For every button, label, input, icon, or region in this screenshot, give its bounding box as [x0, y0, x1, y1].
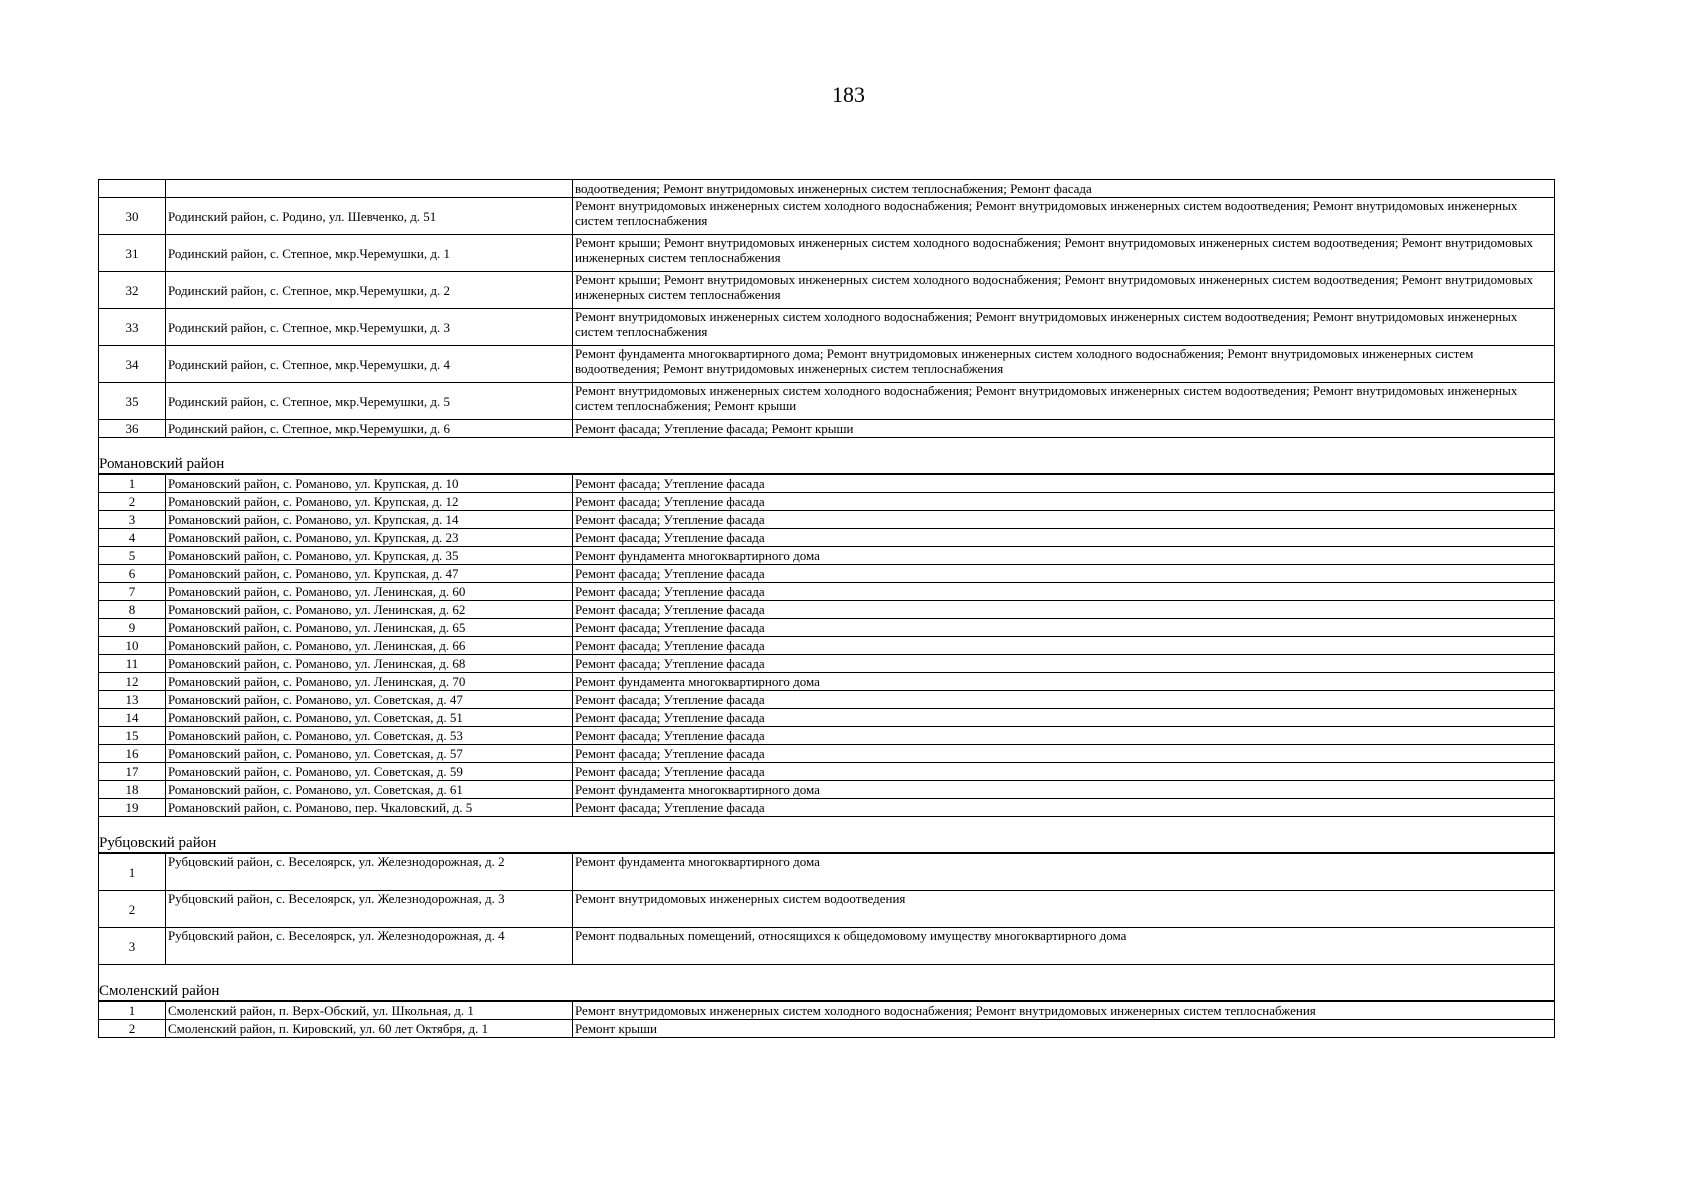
address-cell: Романовский район, с. Романово, ул. Ленинская, д. 62 [166, 601, 573, 619]
address-cell: Романовский район, с. Романово, ул. Ленинская, д. 68 [166, 655, 573, 673]
district-heading-smolensk: Смоленский район [98, 981, 1555, 1001]
table-row [99, 727, 1555, 745]
row-number-cell: 2 [99, 1020, 166, 1038]
page-number: 183 [832, 82, 865, 107]
address-cell: Романовский район, с. Романово, ул. Советская, д. 57 [166, 745, 573, 763]
address-cell: Родинский район, с. Степное, мкр.Черемушки, д. 5 [166, 383, 573, 420]
table-row [99, 1020, 1555, 1038]
work-type-cell: Ремонт фасада; Утепление фасада [573, 691, 1555, 709]
address-cell: Романовский район, с. Романово, ул. Ленинская, д. 66 [166, 637, 573, 655]
row-number-cell: 3 [99, 511, 166, 529]
table-row [99, 619, 1555, 637]
rubtsovsk-table [98, 853, 1555, 965]
address-cell: Романовский район, с. Романово, ул. Советская, д. 47 [166, 691, 573, 709]
table-row [99, 346, 1555, 383]
row-number-cell: 1 [99, 854, 166, 891]
row-number-cell: 33 [99, 309, 166, 346]
row-number-cell: 8 [99, 601, 166, 619]
work-type-cell: Ремонт фундамента многоквартирного дома [573, 854, 1555, 891]
table-row [99, 763, 1555, 781]
romanovo-table [98, 474, 1555, 817]
row-number-cell: 5 [99, 547, 166, 565]
row-number-cell: 14 [99, 709, 166, 727]
row-number-cell: 34 [99, 346, 166, 383]
table-row [99, 420, 1555, 438]
work-type-cell: Ремонт фасада; Утепление фасада [573, 727, 1555, 745]
address-cell: Романовский район, с. Романово, ул. Ленинская, д. 70 [166, 673, 573, 691]
address-cell: Родинский район, с. Степное, мкр.Черемушки, д. 2 [166, 272, 573, 309]
table-row [99, 583, 1555, 601]
table-row [99, 475, 1555, 493]
table-row [99, 198, 1555, 235]
address-cell: Романовский район, с. Романово, ул. Крупская, д. 10 [166, 475, 573, 493]
work-type-cell: Ремонт фасада; Утепление фасада [573, 709, 1555, 727]
work-type-cell: Ремонт фасада; Утепление фасада [573, 475, 1555, 493]
address-cell: Родинский район, с. Степное, мкр.Черемушки, д. 4 [166, 346, 573, 383]
table-row [99, 235, 1555, 272]
work-type-cell: Ремонт фасада; Утепление фасада [573, 655, 1555, 673]
address-cell: Романовский район, с. Романово, ул. Советская, д. 51 [166, 709, 573, 727]
work-type-cell: Ремонт внутридомовых инженерных систем холодного водоснабжения; Ремонт внутридомовых инженерных систем водоотведения; Ремонт внутридомовых инженерных систем теплоснабжения [573, 198, 1555, 235]
row-number-cell: 32 [99, 272, 166, 309]
work-type-cell: Ремонт фасада; Утепление фасада [573, 745, 1555, 763]
table-row [99, 799, 1555, 817]
work-type-cell: Ремонт внутридомовых инженерных систем холодного водоснабжения; Ремонт внутридомовых инженерных систем теплоснабжения [573, 1002, 1555, 1020]
work-type-cell: Ремонт крыши; Ремонт внутридомовых инженерных систем холодного водоснабжения; Ремонт внутридомовых инженерных систем водоотведения; Ремонт внутридомовых инженерных систем теплоснабжения [573, 272, 1555, 309]
work-type-cell: Ремонт фасада; Утепление фасада [573, 637, 1555, 655]
work-type-cell: Ремонт фасада; Утепление фасада [573, 619, 1555, 637]
row-number-cell: 30 [99, 198, 166, 235]
table-row [99, 854, 1555, 891]
work-type-cell: Ремонт фасада; Утепление фасада [573, 601, 1555, 619]
row-number-cell: 10 [99, 637, 166, 655]
address-cell: Романовский район, с. Романово, ул. Советская, д. 61 [166, 781, 573, 799]
row-number-cell: 6 [99, 565, 166, 583]
work-type-cell: Ремонт фасада; Утепление фасада [573, 565, 1555, 583]
work-type-cell: водоотведения; Ремонт внутридомовых инженерных систем теплоснабжения; Ремонт фасада [573, 180, 1555, 198]
table-row [99, 493, 1555, 511]
work-type-cell: Ремонт фасада; Утепление фасада [573, 763, 1555, 781]
table-row [99, 272, 1555, 309]
address-cell: Романовский район, с. Романово, ул. Крупская, д. 35 [166, 547, 573, 565]
table-row [99, 1002, 1555, 1020]
row-number-cell: 13 [99, 691, 166, 709]
table-row [99, 691, 1555, 709]
address-cell: Романовский район, с. Романово, пер. Чкаловский, д. 5 [166, 799, 573, 817]
work-type-cell: Ремонт внутридомовых инженерных систем холодного водоснабжения; Ремонт внутридомовых инженерных систем водоотведения; Ремонт внутридомовых инженерных систем теплоснабжения; Ремонт крыши [573, 383, 1555, 420]
row-number-cell: 7 [99, 583, 166, 601]
table-row [99, 655, 1555, 673]
row-number-cell: 2 [99, 891, 166, 928]
row-number-cell: 12 [99, 673, 166, 691]
address-cell: Родинский район, с. Степное, мкр.Черемушки, д. 6 [166, 420, 573, 438]
rodino-table [98, 179, 1555, 438]
address-cell: Родинский район, с. Степное, мкр.Черемушки, д. 3 [166, 309, 573, 346]
table-row [99, 180, 1555, 198]
address-cell: Романовский район, с. Романово, ул. Советская, д. 59 [166, 763, 573, 781]
address-cell: Романовский район, с. Романово, ул. Крупская, д. 14 [166, 511, 573, 529]
work-type-cell: Ремонт внутридомовых инженерных систем холодного водоснабжения; Ремонт внутридомовых инженерных систем водоотведения; Ремонт внутридомовых инженерных систем теплоснабжения [573, 309, 1555, 346]
work-type-cell: Ремонт фасада; Утепление фасада [573, 493, 1555, 511]
district-heading-romanovo: Романовский район [98, 454, 1555, 474]
row-number-cell: 15 [99, 727, 166, 745]
row-number-cell: 11 [99, 655, 166, 673]
work-type-cell: Ремонт фундамента многоквартирного дома [573, 781, 1555, 799]
section-spacer [98, 817, 1555, 833]
address-cell: Романовский район, с. Романово, ул. Крупская, д. 47 [166, 565, 573, 583]
row-number-cell: 16 [99, 745, 166, 763]
work-type-cell: Ремонт внутридомовых инженерных систем водоотведения [573, 891, 1555, 928]
address-cell: Рубцовский район, с. Веселоярск, ул. Железнодорожная, д. 4 [166, 928, 573, 965]
address-cell [166, 180, 573, 198]
work-type-cell: Ремонт фасада; Утепление фасада [573, 583, 1555, 601]
row-number-cell: 31 [99, 235, 166, 272]
table-row [99, 891, 1555, 928]
document-sheet [98, 179, 1555, 1038]
work-type-cell: Ремонт крыши; Ремонт внутридомовых инженерных систем холодного водоснабжения; Ремонт внутридомовых инженерных систем водоотведения; Ремонт внутридомовых инженерных систем теплоснабжения [573, 235, 1555, 272]
address-cell: Романовский район, с. Романово, ул. Крупская, д. 23 [166, 529, 573, 547]
row-number-cell: 2 [99, 493, 166, 511]
table-row [99, 547, 1555, 565]
table-row [99, 637, 1555, 655]
row-number-cell: 1 [99, 1002, 166, 1020]
address-cell: Романовский район, с. Романово, ул. Советская, д. 53 [166, 727, 573, 745]
address-cell: Родинский район, с. Степное, мкр.Черемушки, д. 1 [166, 235, 573, 272]
work-type-cell: Ремонт фасада; Утепление фасада [573, 511, 1555, 529]
address-cell: Романовский район, с. Романово, ул. Ленинская, д. 60 [166, 583, 573, 601]
address-cell: Рубцовский район, с. Веселоярск, ул. Железнодорожная, д. 3 [166, 891, 573, 928]
table-row [99, 511, 1555, 529]
table-row [99, 709, 1555, 727]
row-number-cell [99, 180, 166, 198]
row-number-cell: 36 [99, 420, 166, 438]
table-row [99, 309, 1555, 346]
row-number-cell: 3 [99, 928, 166, 965]
address-cell: Смоленский район, п. Кировский, ул. 60 лет Октября, д. 1 [166, 1020, 573, 1038]
table-row [99, 529, 1555, 547]
work-type-cell: Ремонт фундамента многоквартирного дома [573, 673, 1555, 691]
district-heading-rubtsovsk: Рубцовский район [98, 833, 1555, 853]
work-type-cell: Ремонт фасада; Утепление фасада; Ремонт крыши [573, 420, 1555, 438]
address-cell: Романовский район, с. Романово, ул. Ленинская, д. 65 [166, 619, 573, 637]
table-row [99, 745, 1555, 763]
section-spacer [98, 965, 1555, 981]
table-row [99, 383, 1555, 420]
smolensk-table [98, 1001, 1555, 1038]
row-number-cell: 4 [99, 529, 166, 547]
work-type-cell: Ремонт фундамента многоквартирного дома [573, 547, 1555, 565]
table-row [99, 928, 1555, 965]
work-type-cell: Ремонт фасада; Утепление фасада [573, 529, 1555, 547]
table-row [99, 673, 1555, 691]
row-number-cell: 1 [99, 475, 166, 493]
address-cell: Родинский район, с. Родино, ул. Шевченко, д. 51 [166, 198, 573, 235]
table-row [99, 565, 1555, 583]
table-row [99, 781, 1555, 799]
section-spacer [98, 438, 1555, 454]
work-type-cell: Ремонт фундамента многоквартирного дома; Ремонт внутридомовых инженерных систем холодного водоснабжения; Ремонт внутридомовых инженерных систем водоотведения; Ремонт внутридомовых инженерных систем теплоснабжения [573, 346, 1555, 383]
address-cell: Романовский район, с. Романово, ул. Крупская, д. 12 [166, 493, 573, 511]
address-cell: Смоленский район, п. Верх-Обский, ул. Школьная, д. 1 [166, 1002, 573, 1020]
row-number-cell: 18 [99, 781, 166, 799]
row-number-cell: 19 [99, 799, 166, 817]
work-type-cell: Ремонт крыши [573, 1020, 1555, 1038]
row-number-cell: 35 [99, 383, 166, 420]
table-row [99, 601, 1555, 619]
address-cell: Рубцовский район, с. Веселоярск, ул. Железнодорожная, д. 2 [166, 854, 573, 891]
work-type-cell: Ремонт фасада; Утепление фасада [573, 799, 1555, 817]
row-number-cell: 17 [99, 763, 166, 781]
work-type-cell: Ремонт подвальных помещений, относящихся к общедомовому имуществу многоквартирного дома [573, 928, 1555, 965]
row-number-cell: 9 [99, 619, 166, 637]
